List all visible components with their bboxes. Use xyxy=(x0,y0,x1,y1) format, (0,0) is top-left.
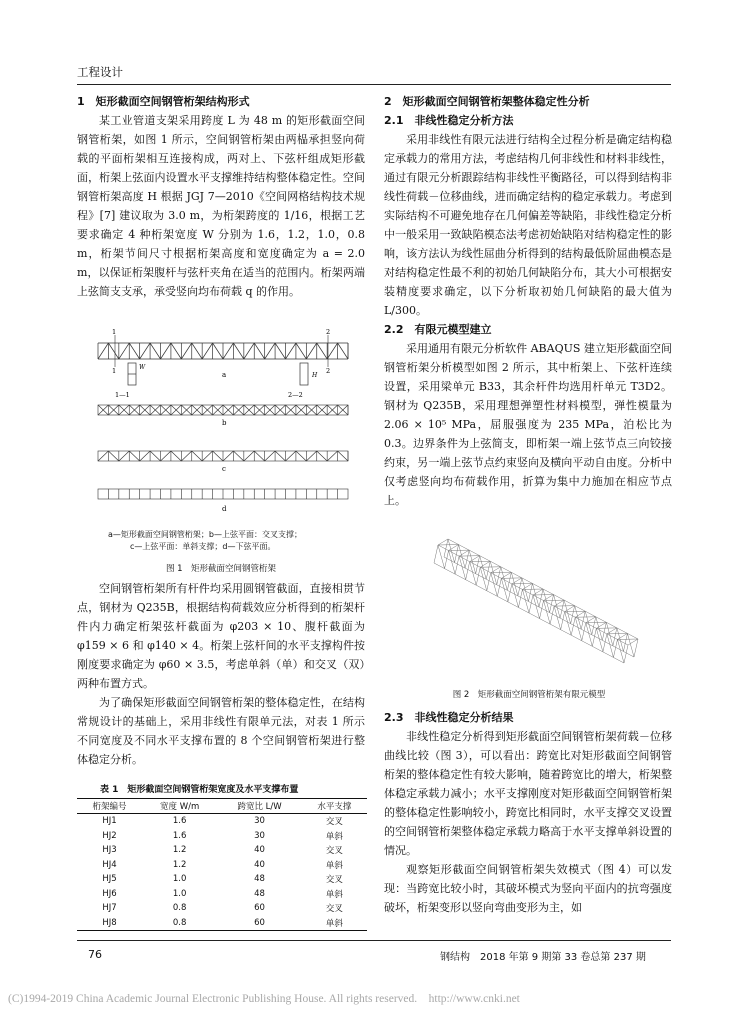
table-1-header-cell: 水平支撑 xyxy=(302,799,367,814)
table-cell: 交叉 xyxy=(325,846,343,857)
single-brace xyxy=(296,451,306,461)
fe-element xyxy=(459,545,470,551)
truss-diagonal xyxy=(119,343,129,359)
fe-element xyxy=(544,601,555,607)
fe-element xyxy=(543,589,554,595)
truss-diagonal xyxy=(233,343,243,359)
fe-element xyxy=(491,573,502,579)
fe-element xyxy=(518,607,529,613)
single-brace xyxy=(161,451,171,461)
table-cell: HJ5 xyxy=(102,874,117,885)
table-row xyxy=(77,872,367,887)
table-cell: 1.0 xyxy=(172,888,187,899)
fe-element xyxy=(627,633,638,639)
fe-element xyxy=(518,589,522,607)
fe-element xyxy=(540,601,544,619)
truss-diagonal xyxy=(265,343,275,359)
single-brace xyxy=(171,451,181,461)
running-header: 工程设计 xyxy=(77,65,123,79)
truss-diagonal xyxy=(98,343,108,359)
table-cell: 60 xyxy=(254,903,265,914)
fe-element xyxy=(444,557,455,563)
fe-element xyxy=(501,578,512,584)
fe-element xyxy=(466,580,477,586)
truss-diagonal xyxy=(327,343,337,359)
table-row xyxy=(77,858,367,873)
fe-element xyxy=(438,539,448,545)
paragraph-2-3: 非线性稳定分析得到矩形截面空间钢管桁架荷载－位移曲线比较（图 3），可以看出：跨宽比对矩形截面空间钢管桁架的整体稳定性有较大影响，随着跨宽比的增大，桁架整体稳定承载力减小；水平支撑刚度对矩形截面空间钢管桁架的整体稳定性影响较小，跨宽比相同时，水平支撑交叉设置的空间钢管桁架整体稳定承载力略高于水平支撑单斜设置的情况。 xyxy=(384,730,672,857)
paragraph-1: 某工业管道支架采用跨度 L 为 48 m 的矩形截面空间钢管桁架，如图 1 所示，空间钢管桁架由两榀承担竖向荷载的平面桁架相互连接构成，两对上、下弦杆组成矩形截面，桁架上弦面内设置水平支撑维持结构整体稳定性。空间钢管桁架高度 H 根据 JGJ 7—2010《空间网格结构技术规程》[7] 建议取为 3.0 m，为桁架跨度的 1/16，根据工艺要求确定 4 种桁架宽度 W 分别为 1.6，1.2，1.0，0.8 m，桁架节间尺寸根据桁架高度和宽度确定为 a = 2.0 m，以保证桁架腹杆与弦杆夹角在适当的范围内。桁架两端上弦简支支承，承受竖向均布荷载 q 的作用。 xyxy=(77,114,365,298)
fe-element xyxy=(565,612,576,618)
single-brace xyxy=(223,451,233,461)
paragraph-3: 为了确保矩形截面空间钢管桁架的整体稳定性，在结构常规设计的基础上，采用非线性有限单元法，对表 1 所示不同宽度及不同水平支撑布置的 8 个空间钢管桁架进行整体稳定分析。 xyxy=(77,696,365,766)
figure-1-drawing xyxy=(90,325,360,525)
truss-diagonal xyxy=(275,343,285,359)
fe-element xyxy=(486,579,497,585)
truss-diagonal xyxy=(223,343,233,359)
table-cell: HJ2 xyxy=(102,830,117,841)
fe-element xyxy=(490,561,501,567)
table-1-header-row xyxy=(77,799,367,814)
fe-element xyxy=(487,591,498,597)
right-column-bottom xyxy=(384,708,672,917)
plan-bottom-chord xyxy=(98,489,348,499)
single-brace xyxy=(317,451,327,461)
table-row xyxy=(77,916,367,931)
fe-element xyxy=(581,611,585,629)
fe-element xyxy=(455,574,466,580)
fe-element xyxy=(554,595,565,601)
fe-element xyxy=(444,539,448,557)
fe-element xyxy=(529,595,533,613)
figure-1-legend-line-2: c—上弦平面：单斜支撑；d—下弦平面。 xyxy=(130,542,276,551)
table-cell: 1.2 xyxy=(172,845,187,856)
fe-element xyxy=(613,628,617,646)
fe-element xyxy=(449,551,460,557)
fe-element xyxy=(470,562,481,568)
table-cell: 1.2 xyxy=(172,859,187,870)
single-brace xyxy=(119,451,129,461)
truss-diagonal xyxy=(254,343,264,359)
single-brace xyxy=(254,451,264,461)
truss-elevation xyxy=(98,343,348,359)
fe-element xyxy=(497,567,501,585)
fe-element xyxy=(596,628,607,634)
truss-diagonal xyxy=(286,343,296,359)
table-cell: 单斜 xyxy=(325,831,343,842)
fe-element xyxy=(539,607,550,613)
paragraph-2-1: 采用非线性有限元法进行结构全过程分析是确定结构稳定承载力的常用方法，考虑结构几何非线性和材料非线性，通过有限元分析跟踪结构非线性平衡路径，可以得到结构非线性荷载－位移曲线，进而确定结构的稳定承载力。考虑到实际结构不可避免地存在几何偏差等缺陷，非线性稳定分析中一般采用一致缺陷模态法考虑初始缺陷对结构稳定性的影响，该方法认为线性屈曲分析得到的结构最低阶屈曲模态是对结构稳定性最不利的初始几何缺陷分布，其大小可根据安装精度要求确定，以下分析取初始几何缺陷的最大值为 L/300。 xyxy=(384,133,672,317)
paragraph-2-4: 观察矩形截面空间钢管桁架失效模式（图 4）可以发现：当跨宽比较小时，其破坏模式为竖向平面内的抗弯强度破坏，桁架变形以竖向弯曲变形为主，如 xyxy=(384,863,672,914)
fe-element xyxy=(465,568,476,574)
single-brace xyxy=(129,451,139,461)
fe-element xyxy=(596,617,607,623)
single-brace xyxy=(233,451,243,461)
table-1-header-cell: 跨宽比 L/W xyxy=(217,799,302,814)
table-cell: 48 xyxy=(254,888,265,899)
fe-element xyxy=(438,545,449,551)
table-cell: HJ6 xyxy=(102,888,117,899)
table-cell: 1.6 xyxy=(172,816,187,827)
cut-mark-2-bottom: 2 xyxy=(326,367,331,375)
section-1-1 xyxy=(128,363,136,385)
fe-element xyxy=(571,617,575,635)
fe-element xyxy=(617,628,628,634)
fe-element xyxy=(511,572,522,578)
fe-element xyxy=(550,624,561,630)
fe-element xyxy=(533,595,544,601)
fe-element xyxy=(602,622,606,640)
fe-element xyxy=(606,622,617,628)
fe-element xyxy=(507,572,511,590)
truss-diagonal xyxy=(181,343,191,359)
table-cell: 60 xyxy=(217,916,302,931)
table-row xyxy=(77,843,367,858)
table-cell: 交叉 xyxy=(325,904,343,915)
table-cell: 40 xyxy=(254,859,265,870)
single-brace xyxy=(244,451,254,461)
table-cell: HJ3 xyxy=(102,845,117,856)
fe-element xyxy=(627,633,634,657)
footer-rule xyxy=(77,940,671,941)
fe-element xyxy=(585,611,596,617)
single-brace xyxy=(338,451,348,461)
truss-diagonal xyxy=(150,343,160,359)
fe-element xyxy=(560,600,564,618)
truss-diagonal xyxy=(244,343,254,359)
fe-element xyxy=(497,596,508,602)
figure-1 xyxy=(90,325,360,555)
fe-element xyxy=(607,634,618,640)
fig1-label-a: a xyxy=(222,371,227,379)
plan-single-bracing xyxy=(98,451,348,461)
table-cell: HJ7 xyxy=(102,903,117,914)
copyright-watermark: (C)1994-2019 China Academic Journal Electronic Publishing House. All rights reserved. http://www.cnki.net xyxy=(8,993,520,1005)
single-brace xyxy=(306,451,316,461)
fe-element xyxy=(613,657,624,663)
fe-element xyxy=(508,584,512,602)
single-brace xyxy=(108,451,118,461)
fe-element xyxy=(529,613,540,619)
fe-element xyxy=(528,583,532,601)
fe-element xyxy=(476,585,487,591)
fe-element xyxy=(613,639,617,657)
fe-element xyxy=(507,590,518,596)
fe-element xyxy=(602,640,613,646)
table-cell: 交叉 xyxy=(325,817,343,828)
section-1-1-label: 1—1 xyxy=(115,391,130,399)
single-brace xyxy=(140,451,150,461)
fe-element xyxy=(575,606,586,612)
fe-element xyxy=(613,646,624,652)
page-number: 76 xyxy=(88,948,102,961)
fe-element xyxy=(550,606,554,624)
fe-element xyxy=(539,589,543,607)
fig1-label-c: c xyxy=(222,465,226,473)
section-1-heading: 1 矩形截面空间钢管桁架结构形式 xyxy=(77,95,250,108)
fe-element xyxy=(469,550,480,556)
fe-element xyxy=(522,589,533,595)
fe-element xyxy=(623,633,627,651)
fe-element xyxy=(476,556,480,574)
table-cell: 1.6 xyxy=(172,830,187,841)
truss-diagonal xyxy=(306,343,316,359)
table-cell: 30 xyxy=(254,830,265,841)
fe-element xyxy=(624,645,628,663)
table-cell: 1.0 xyxy=(172,874,187,885)
table-row xyxy=(77,829,367,844)
fe-element xyxy=(592,646,603,652)
fe-element xyxy=(561,630,572,636)
section-2-2 xyxy=(300,363,308,385)
fe-element xyxy=(508,602,519,608)
table-cell: HJ8 xyxy=(77,916,142,931)
fe-element xyxy=(476,574,487,580)
fe-element xyxy=(522,578,533,584)
fe-element xyxy=(518,578,522,596)
fe-element xyxy=(586,623,597,629)
fe-element xyxy=(634,639,638,657)
fe-element xyxy=(434,563,445,569)
table-1-header-cell: 宽度 W/m xyxy=(142,799,217,814)
truss-diagonal xyxy=(213,343,223,359)
section-2-3-heading: 2.3 非线性稳定分析结果 xyxy=(384,711,514,724)
table-cell: 48 xyxy=(254,874,265,885)
table-1-caption: 表 1 矩形截面空间钢管桁架宽度及水平支撑布置 xyxy=(100,785,299,795)
table-1 xyxy=(77,798,367,931)
fe-element xyxy=(540,619,551,625)
table-1-header-cell: 桁架编号 xyxy=(77,799,142,814)
header-rule xyxy=(77,84,671,85)
table-cell: 0.8 xyxy=(142,916,217,931)
fe-element xyxy=(518,596,529,602)
fe-element xyxy=(561,612,565,630)
fe-element xyxy=(550,613,561,619)
truss-diagonal xyxy=(202,343,212,359)
fig1-label-d: d xyxy=(222,505,227,513)
fe-element xyxy=(466,562,470,580)
table-row xyxy=(77,887,367,902)
fe-element xyxy=(575,617,586,623)
fe-element xyxy=(532,583,543,589)
left-column-top xyxy=(77,92,365,301)
fe-element xyxy=(582,641,593,647)
truss-diagonal xyxy=(296,343,306,359)
fe-element xyxy=(592,628,596,646)
fe-element xyxy=(623,651,634,657)
single-brace xyxy=(192,451,202,461)
section-2-1-heading: 2.1 非线性稳定分析方法 xyxy=(384,114,514,127)
fe-element xyxy=(501,567,512,573)
fe-element xyxy=(554,606,565,612)
cut-mark-1-bottom: 1 xyxy=(112,367,117,375)
fe-element xyxy=(480,567,491,573)
fe-element xyxy=(497,585,508,591)
single-brace xyxy=(213,451,223,461)
fe-element xyxy=(571,624,582,630)
fe-element xyxy=(445,551,449,569)
left-column-bottom xyxy=(77,579,365,769)
single-brace xyxy=(286,451,296,461)
section-w-mark: W xyxy=(139,364,146,371)
truss-diagonal xyxy=(129,343,139,359)
table-row xyxy=(77,814,367,829)
fe-element xyxy=(455,545,459,563)
single-brace xyxy=(275,451,285,461)
section-2-heading: 2 矩形截面空间钢管桁架整体稳定性分析 xyxy=(384,95,590,108)
paragraph-2-2: 采用通用有限元分析软件 ABAQUS 建立矩形截面空间钢管桁架分析模型如图 2 所示，其中桁架上、下弦杆连续设置，采用梁单元 B33，其余杆件均选用杆单元 T3D2。钢材为 Q235B，采用理想弹塑性材料模型，弹性模量为 2.06 × 10⁵ MPa，屈服强度为 235 MPa，泊松比为 0.3。边界条件为上弦简支，即桁架一端上弦节点三向铰接约束，另一端上弦节点约束竖向及横向平动自由度。分析中仅考虑竖向均布荷载作用，折算为集中力施加在相应节点上。 xyxy=(384,342,672,507)
fe-element xyxy=(512,584,523,590)
cut-mark-2-top: 2 xyxy=(326,328,331,336)
table-cell: 单斜 xyxy=(325,889,343,900)
fe-element xyxy=(480,556,491,562)
section-2-2-label: 2—2 xyxy=(288,391,303,399)
fe-element xyxy=(560,618,571,624)
figure-2-fe-model xyxy=(420,535,650,675)
truss-diagonal xyxy=(161,343,171,359)
single-brace xyxy=(150,451,160,461)
single-brace xyxy=(98,451,108,461)
fe-element xyxy=(564,600,575,606)
paragraph-2: 空间钢管桁架所有杆件均采用圆钢管截面，直接相贯节点，钢材为 Q235B，根据结构荷载效应分析得到的桁架杆件内力确定桁架弦杆截面为 φ203 × 10、腹杆截面为 φ159 × 6 和 φ140 × 4。桁架上弦杆间的水平支撑构件按刚度要求确定为 φ60 × 3.5，考虑单斜（单）和交叉（双）两种布置方式。 xyxy=(77,582,365,690)
fe-element xyxy=(550,595,554,613)
fe-element xyxy=(455,556,459,574)
truss-diagonal xyxy=(171,343,181,359)
table-row xyxy=(77,901,367,916)
table-cell: 单斜 xyxy=(302,916,367,931)
single-brace xyxy=(181,451,191,461)
fe-element xyxy=(438,545,445,569)
table-cell: HJ4 xyxy=(102,859,117,870)
figure-1-legend xyxy=(90,529,360,553)
fe-element xyxy=(617,639,628,645)
fe-element xyxy=(497,578,501,596)
single-brace xyxy=(202,451,212,461)
plan-cross-bracing xyxy=(98,405,348,415)
table-cell: HJ1 xyxy=(102,816,117,827)
fig1-label-b: b xyxy=(222,419,227,427)
fe-element xyxy=(487,573,491,591)
truss-diagonal xyxy=(317,343,327,359)
cut-mark-1-top: 1 xyxy=(112,328,117,336)
table-cell: 30 xyxy=(254,816,265,827)
table-cell: 0.8 xyxy=(172,903,187,914)
table-cell: 单斜 xyxy=(325,860,343,871)
fe-element xyxy=(528,601,539,607)
fe-element xyxy=(476,567,480,585)
table-cell: 40 xyxy=(254,845,265,856)
fe-element xyxy=(571,635,582,641)
table-cell: 交叉 xyxy=(325,875,343,886)
fe-element xyxy=(445,569,456,575)
fe-element xyxy=(581,629,592,635)
right-column-top xyxy=(384,92,672,510)
fe-element xyxy=(459,556,470,562)
section-h-mark: H xyxy=(312,372,318,379)
fe-element xyxy=(455,563,466,569)
fe-element xyxy=(592,635,603,641)
fe-element xyxy=(603,652,614,658)
single-brace xyxy=(265,451,275,461)
fe-element xyxy=(465,550,469,568)
journal-info: 钢结构 2018 年第 9 期第 33 卷总第 237 期 xyxy=(440,952,646,963)
fe-element xyxy=(448,539,459,545)
truss-diagonal xyxy=(192,343,202,359)
figure-2-caption: 图 2 矩形截面空间钢管桁架有限元模型 xyxy=(452,690,606,700)
figure-1-caption: 图 1 矩形截面空间钢管桁架 xyxy=(165,564,277,574)
truss-diagonal xyxy=(108,343,118,359)
fe-element xyxy=(592,617,596,635)
fe-element xyxy=(582,623,586,641)
fe-element xyxy=(486,561,490,579)
fe-element xyxy=(434,545,438,563)
truss-diagonal xyxy=(338,343,348,359)
fe-element xyxy=(571,606,575,624)
single-brace xyxy=(327,451,337,461)
section-2-2-heading: 2.2 有限元模型建立 xyxy=(384,323,492,336)
fe-element xyxy=(603,634,607,652)
figure-1-legend-line-1: a—矩形截面空间钢管桁架；b—上弦平面：交叉支撑； xyxy=(108,530,302,539)
truss-diagonal xyxy=(140,343,150,359)
